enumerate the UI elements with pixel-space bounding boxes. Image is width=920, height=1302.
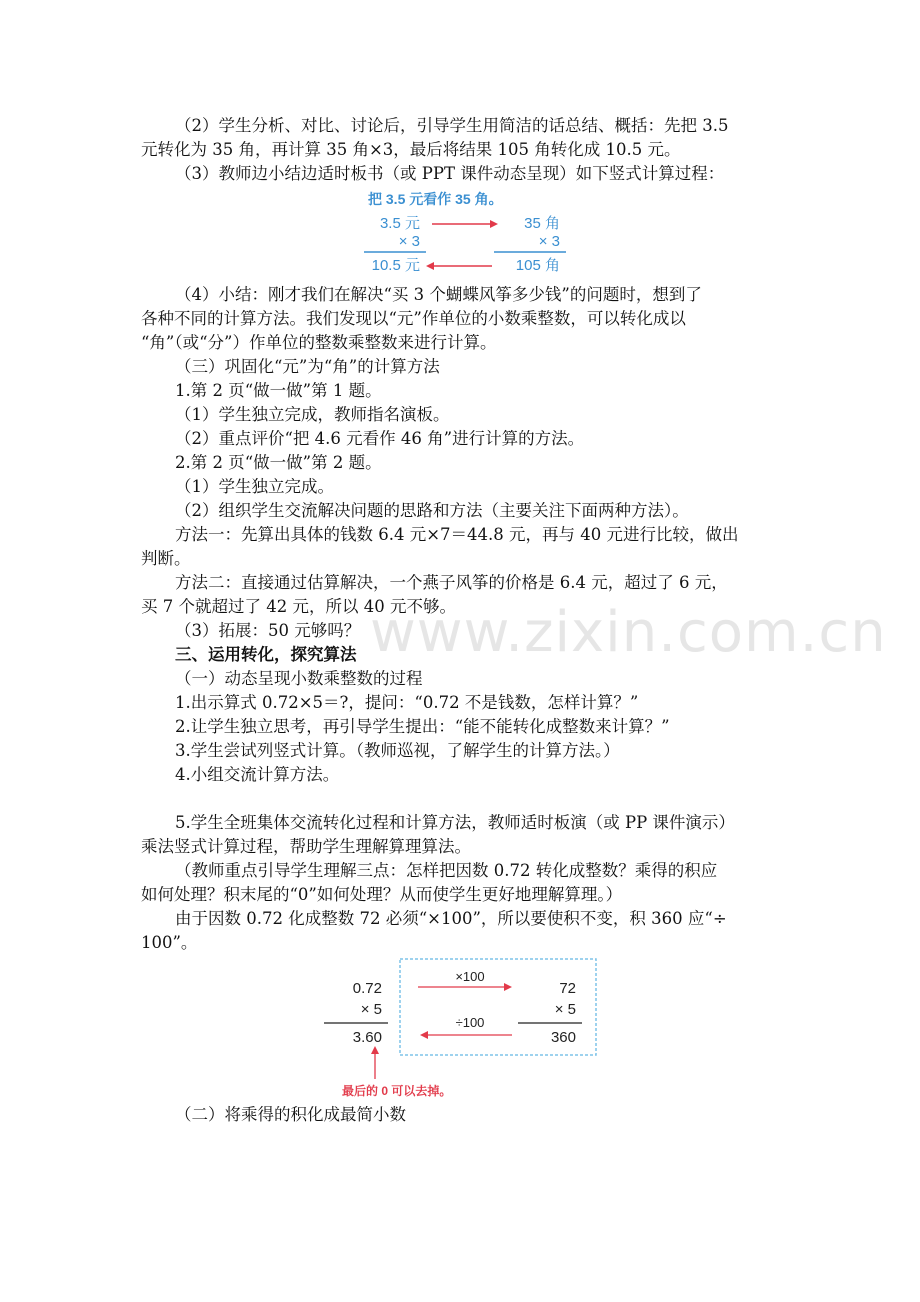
text-line: （1）学生独立完成。 [175, 477, 334, 496]
note-arrow-head-icon [371, 1046, 379, 1054]
text-line: 4.小组交流计算方法。 [175, 765, 340, 784]
right-top-number: 35 角 [524, 215, 560, 232]
text-line: 1.第 2 页“做一做”第 1 题。 [175, 381, 382, 400]
right-multiplier: × 3 [538, 233, 560, 250]
text-line: （二）将乘得的积化成最简小数 [175, 1105, 406, 1124]
left-top-number: 0.72 [352, 980, 382, 997]
watermark: www.zixin.com.cn [370, 600, 887, 665]
text-line: （2）组织学生交流解决问题的思路和方法（主要关注下面两种方法）。 [175, 501, 689, 520]
text-line: 各种不同的计算方法。我们发现以“元”作单位的小数乘整数，可以转化成以 [141, 309, 686, 328]
text-line: （2）学生分析、对比、讨论后，引导学生用简洁的话总结、概括：先把 3.5 [175, 116, 729, 135]
arrow-left-head-icon [420, 1031, 428, 1039]
text-line: （1）学生独立完成，教师指名演板。 [175, 405, 450, 424]
arrow-right-head-icon [490, 220, 498, 228]
left-multiplier: × 5 [360, 1001, 382, 1018]
text-line: 2.让学生独立思考，再引导学生提出：“能不能转化成整数来计算？” [175, 717, 670, 736]
text-line: 5.学生全班集体交流转化过程和计算方法，教师适时板演（或 PP 课件演示） [175, 813, 735, 832]
text-line: 买 7 个就超过了 42 元，所以 40 元不够。 [141, 597, 456, 616]
left-top-number: 3.5 元 [379, 215, 420, 232]
right-multiplier: × 5 [554, 1001, 576, 1018]
arrow-bottom-label: ÷100 [455, 1015, 485, 1030]
text-line: 1.出示算式 0.72×5＝?，提问：“0.72 不是钱数，怎样计算？” [175, 693, 639, 712]
left-result: 10.5 元 [371, 257, 420, 274]
figure2-note: 最后的 0 可以去掉。 [342, 1084, 452, 1098]
text-line: （教师重点引导学生理解三点：怎样把因数 0.72 转化成整数？乘得的积应 [175, 861, 718, 880]
arrow-right-head-icon [504, 983, 512, 991]
text-line: （一）动态呈现小数乘整数的过程 [175, 669, 423, 688]
section-heading: 三、运用转化，探究算法 [175, 645, 357, 664]
text-line: 100”。 [141, 933, 198, 952]
text-line: 判断。 [141, 549, 191, 568]
left-multiplier: × 3 [398, 233, 420, 250]
text-line: 元转化为 35 角，再计算 35 角×3，最后将结果 105 角转化成 10.5 元。 [141, 140, 681, 159]
text-line: （三）巩固化“元”为“角”的计算方法 [175, 357, 440, 376]
text-line: 2.第 2 页“做一做”第 2 题。 [175, 453, 382, 472]
text-line: 3.学生尝试列竖式计算。（教师巡视，了解学生的计算方法。） [175, 741, 620, 760]
text-line: 如何处理？积末尾的“0”如何处理？从而使学生更好地理解算理。） [141, 885, 623, 904]
left-result: 3.60 [352, 1029, 382, 1046]
vertical-calc-figure-1 [360, 188, 580, 276]
text-line: （4）小结：刚才我们在解决“买 3 个蝴蝶风筝多少钱”的问题时，想到了 [175, 285, 702, 304]
text-line: 方法一：先算出具体的钱数 6.4 元×7＝44.8 元，再与 40 元进行比较，做出 [175, 525, 739, 544]
vertical-calc-figure-2 [318, 955, 608, 1103]
text-line: 方法二：直接通过估算解决，一个燕子风筝的价格是 6.4 元，超过了 6 元， [175, 573, 728, 592]
arrow-top-label: ×100 [455, 969, 485, 984]
text-line: “角”（或“分”）作单位的整数乘整数来进行计算。 [141, 333, 497, 352]
arrow-left-head-icon [426, 262, 434, 270]
text-line: 乘法竖式计算过程，帮助学生理解算理算法。 [141, 837, 471, 856]
figure1-caption: 把 3.5 元看作 35 角。 [368, 191, 503, 207]
text-line: （3）教师边小结边适时板书（或 PPT 课件动态呈现）如下竖式计算过程： [175, 164, 725, 183]
right-result: 105 角 [515, 257, 560, 274]
text-line: （2）重点评价“把 4.6 元看作 46 角”进行计算的方法。 [175, 429, 585, 448]
text-line: （3）拓展：50 元够吗？ [175, 621, 361, 640]
right-result: 360 [550, 1029, 576, 1046]
text-line: 由于因数 0.72 化成整数 72 必须“×100”，所以要使积不变，积 360 应“÷ [175, 909, 727, 928]
right-top-number: 72 [559, 980, 576, 997]
